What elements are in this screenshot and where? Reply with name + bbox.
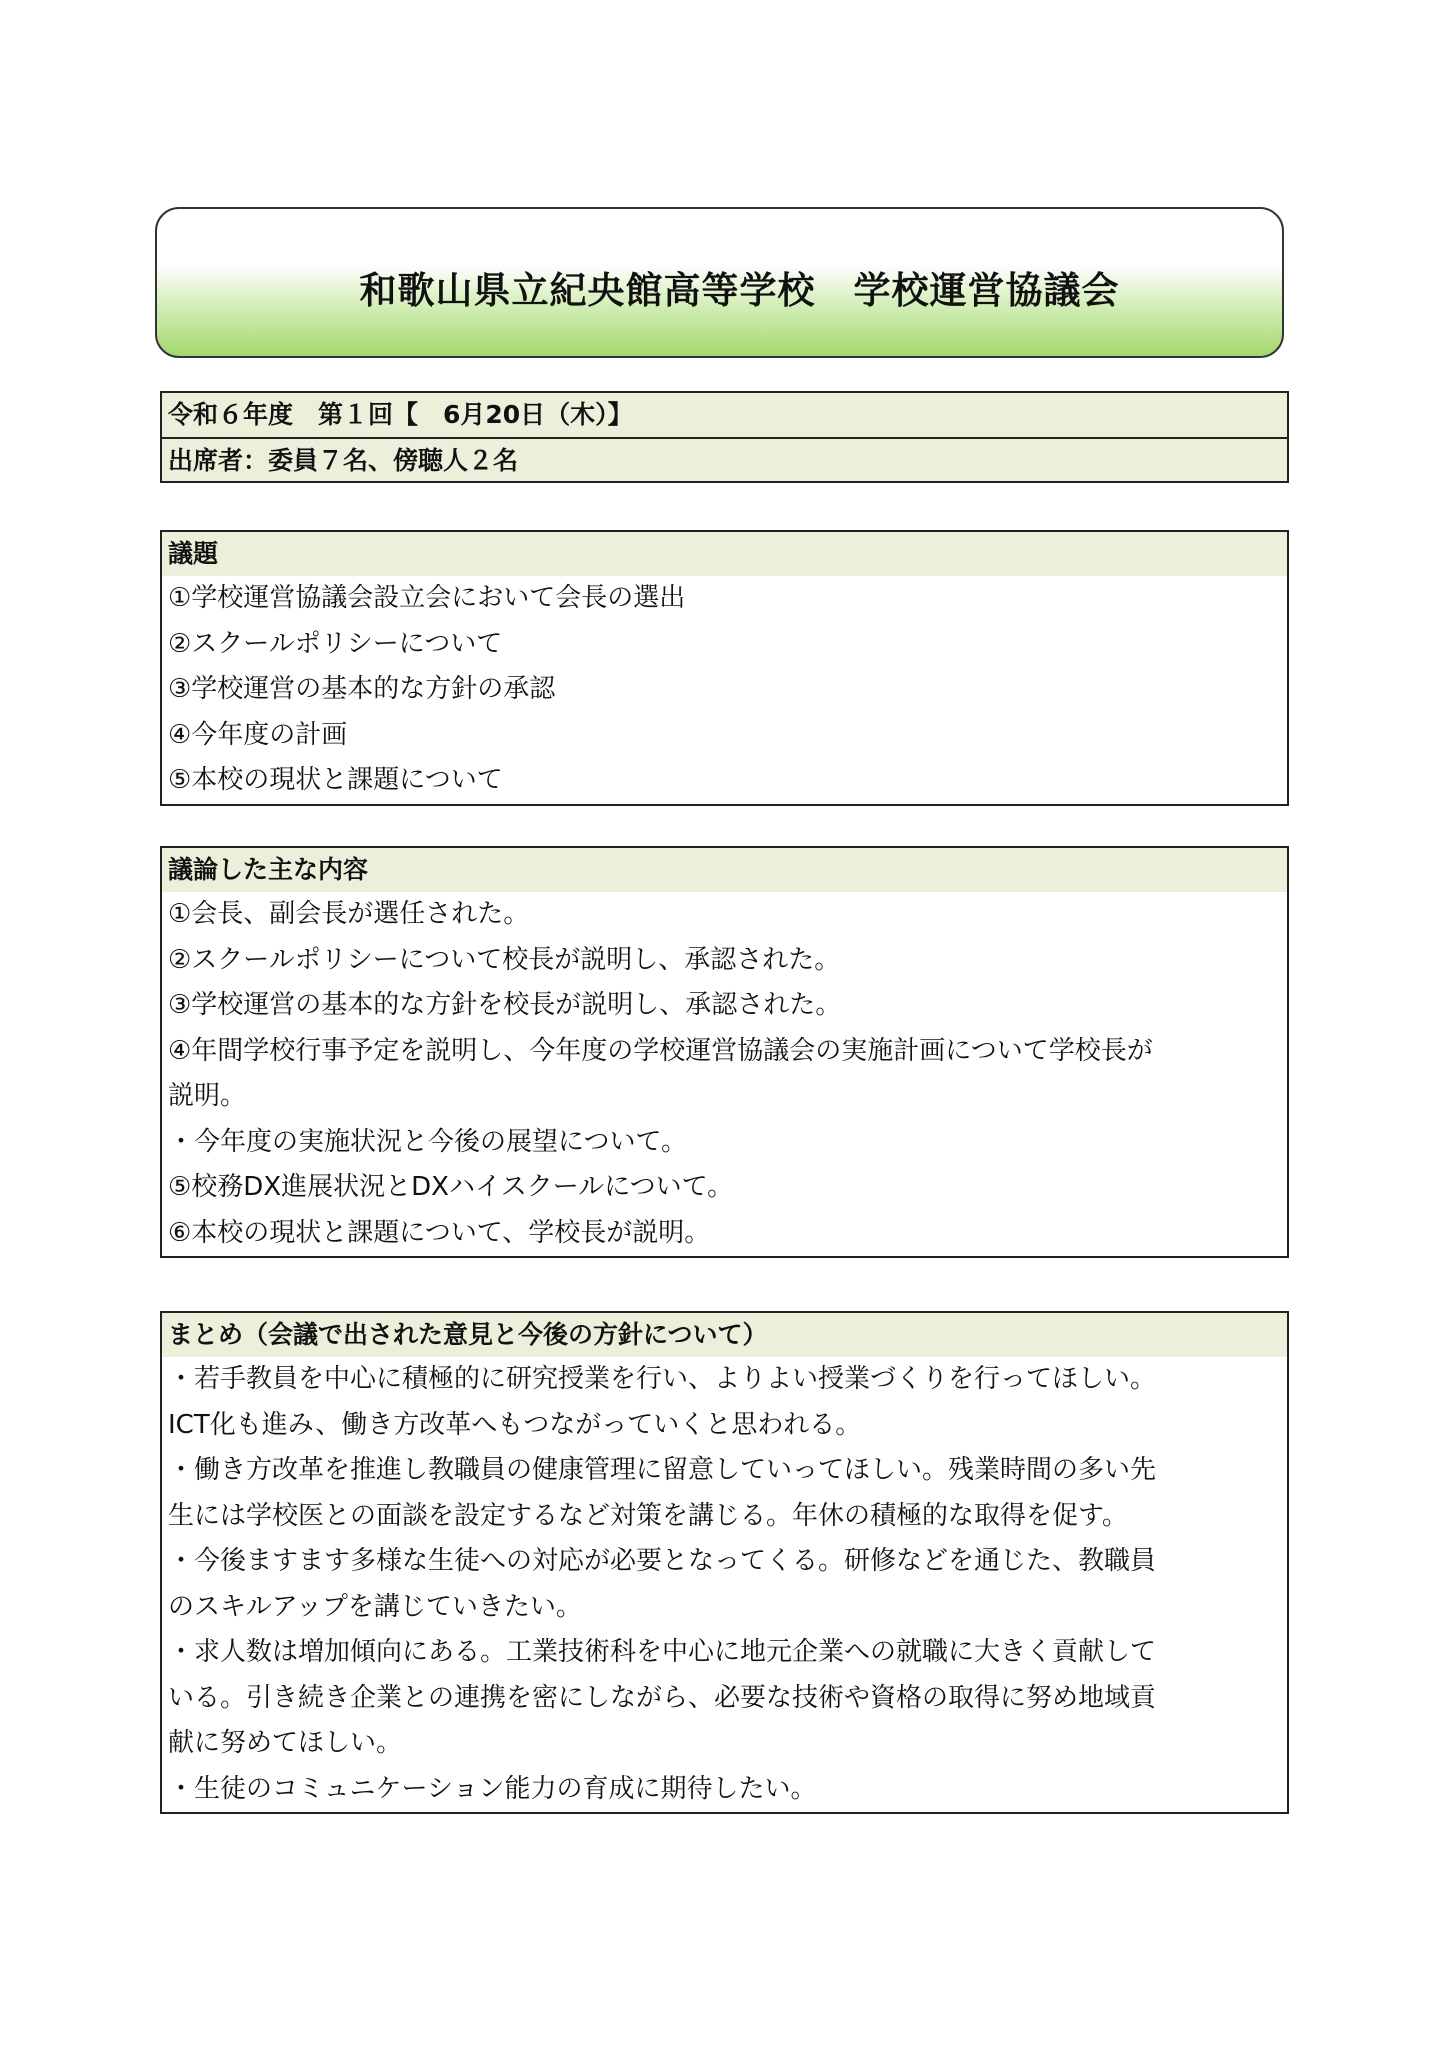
agenda-box — [160, 530, 1289, 806]
summary-line: ・求人数は増加傾向にある。工業技術科を中心に地元企業への就職に大きく貢献して — [168, 1637, 1157, 1667]
agenda-item: ②スクールポリシーについて — [168, 628, 503, 659]
discussion-line: ①会長、副会長が選任された。 — [168, 899, 530, 929]
agenda-item: ①学校運営協議会設立会において会長の選出 — [168, 583, 686, 613]
summary-line: ICT化も進み、働き方改革へもつながっていくと思われる。 — [168, 1409, 862, 1440]
summary-box — [160, 1311, 1289, 1814]
meeting-date: 令和６年度 第１回【 6月20日（木）】 — [162, 393, 1287, 437]
discussion-line: ④年間学校行事予定を説明し、今年度の学校運営協議会の実施計画について学校長が — [168, 1035, 1153, 1066]
summary-line: いる。引き続き企業との連携を密にしながら、必要な技術や資格の取得に努め地域貢 — [168, 1682, 1157, 1713]
summary-line: 献に努めてほしい。 — [168, 1728, 403, 1758]
discussion-line: ・今年度の実施状況と今後の展望について。 — [168, 1126, 687, 1157]
discussion-line: ⑤校務DX進展状況とDXハイスクールについて。 — [168, 1172, 734, 1202]
agenda-heading: 議題 — [162, 532, 1287, 576]
summary-heading: まとめ（会議で出された意見と今後の方針について） — [162, 1313, 1287, 1357]
agenda-item: ④今年度の計画 — [168, 719, 348, 750]
discussion-line: ②スクールポリシーについて校長が説明し、承認された。 — [168, 944, 841, 975]
page-title: 和歌山県立紀央館高等学校 学校運営協議会 — [359, 268, 1120, 312]
summary-line: ・若手教員を中心に積極的に研究授業を行い、よりよい授業づくりを行ってほしい。 — [168, 1364, 1157, 1394]
agenda-item: ⑤本校の現状と課題について — [168, 765, 503, 795]
title-banner — [155, 207, 1284, 358]
attendees: 出席者：委員７名、傍聴人２名 — [162, 437, 1287, 481]
summary-line: ・生徒のコミュニケーション能力の育成に期待したい。 — [168, 1773, 817, 1804]
summary-line: ・今後ますます多様な生徒への対応が必要となってくる。研修などを通じた、教職員 — [168, 1546, 1157, 1576]
discussion-box — [160, 846, 1289, 1258]
discussion-line: 説明。 — [168, 1081, 247, 1111]
summary-line: 生には学校医との面談を設定するなど対策を講じる。年休の積極的な取得を促す。 — [168, 1500, 1128, 1531]
discussion-line: ⑥本校の現状と課題について、学校長が説明。 — [168, 1217, 711, 1248]
summary-line: のスキルアップを講じていきたい。 — [168, 1591, 582, 1622]
discussion-line: ③学校運営の基本的な方針を校長が説明し、承認された。 — [168, 990, 842, 1020]
discussion-heading: 議論した主な内容 — [162, 848, 1287, 892]
summary-line: ・働き方改革を推進し教職員の健康管理に留意していってほしい。残業時間の多い先 — [168, 1455, 1157, 1485]
agenda-item: ③学校運営の基本的な方針の承認 — [168, 674, 556, 704]
meeting-info-box — [160, 391, 1289, 483]
